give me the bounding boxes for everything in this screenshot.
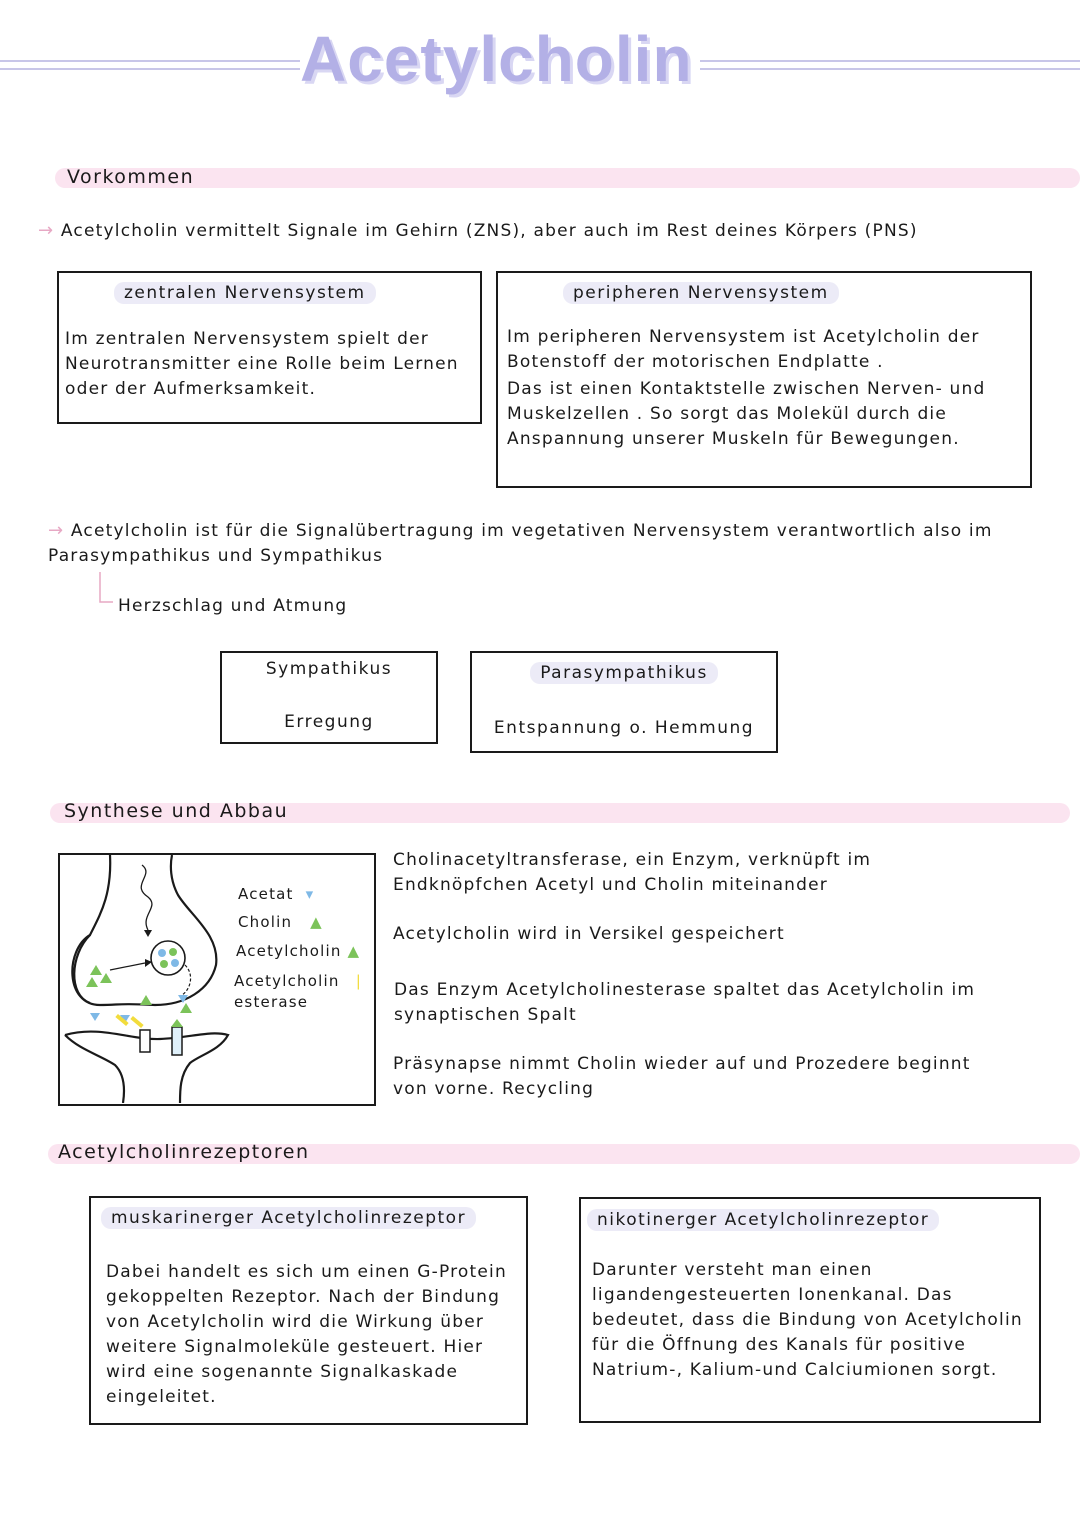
- synapse-diagram: [60, 855, 235, 1103]
- vegetativ-text: → Acetylcholin ist für die Signalübertragung im vegetativen Nervensystem verantwortlich also im Parasympathikus und Sympathikus: [48, 520, 993, 566]
- acetylcholin-marker-icon: ▲: [347, 942, 361, 960]
- receptor-2: [172, 1027, 182, 1055]
- zns-box: [57, 271, 482, 424]
- pns-title: peripheren Nervensystem: [563, 283, 839, 303]
- acetat-marker-icon: ▾: [299, 885, 315, 903]
- sympathikus-title: Sympathikus: [265, 659, 393, 679]
- cholin-marker-icon: ▲: [298, 913, 323, 931]
- branch-arrow-icon: [95, 570, 117, 610]
- muskarinerg-title: muskarinerger Acetylcholinrezeptor: [101, 1208, 476, 1228]
- nikotinerg-box: [579, 1197, 1041, 1423]
- synapse-diagram-box: [58, 853, 376, 1106]
- synthese-p4: Präsynapse nimmt Cholin wieder auf und Prozedere beginnt von vorne. Recycling: [393, 1054, 971, 1099]
- nikotinerg-text: Darunter versteht man einen ligandengesteuerten Ionenkanal. Das bedeutet, dass die Bindung von Acetylcholin für die Öffnung des Kanals für positive Natrium-, Kalium-und Calciumionen sorgt.: [592, 1260, 1023, 1380]
- pns-text-1: Im peripheren Nervensystem ist Acetylcholin der Botenstoff der motorischen Endplatte .: [507, 327, 980, 372]
- title-rule-left: [0, 60, 300, 62]
- receptor-1: [140, 1030, 150, 1052]
- sympathikus-text: Erregung: [284, 712, 374, 732]
- parasympathikus-title: Parasympathikus: [472, 663, 776, 683]
- legend-cholin: Cholin ▲: [238, 913, 323, 931]
- title-rule-left-2: [0, 68, 300, 70]
- legend-esterase: Acetylcholin ❘ esterase: [234, 972, 366, 1011]
- legend-acetat: Acetat ▾: [238, 885, 315, 903]
- title-rule-right-2: [700, 68, 1080, 70]
- vorkommen-intro: → Acetylcholin vermittelt Signale im Gehirn (ZNS), aber auch im Rest deines Körpers (PNS): [38, 220, 918, 241]
- synthese-p3: Das Enzym Acetylcholinesterase spaltet das Acetylcholin im synaptischen Spalt: [394, 980, 976, 1025]
- legend-acetylcholin: Acetylcholin ▲: [236, 942, 361, 960]
- section-heading-synthese: Synthese und Abbau: [64, 800, 289, 822]
- zns-text: Im zentralen Nervensystem spielt der Neurotransmitter eine Rolle beim Lernen oder der Aufmerksamkeit.: [65, 329, 459, 399]
- muskarinerg-box: [89, 1196, 528, 1425]
- synthese-p2: Acetylcholin wird in Versikel gespeichert: [393, 924, 785, 944]
- synthese-p1: Cholinacetyltransferase, ein Enzym, verknüpft im Endknöpfchen Acetyl und Cholin miteinander: [393, 850, 872, 895]
- sympathikus-box: [220, 651, 438, 744]
- esterase-marker-icon: ❘: [345, 972, 366, 990]
- section-bar-vorkommen: [55, 168, 1080, 188]
- page-title: Acetylcholin: [300, 23, 693, 95]
- section-heading-vorkommen: Vorkommen: [67, 166, 195, 188]
- nikotinerg-title: nikotinerger Acetylcholinrezeptor: [587, 1210, 939, 1230]
- arrow-icon: →: [48, 520, 65, 541]
- arrow-icon: →: [38, 220, 55, 241]
- herz-text: Herzschlag und Atmung: [118, 596, 348, 616]
- vesicle: [151, 941, 185, 975]
- parasympathikus-box: [470, 651, 778, 753]
- section-heading-rezeptoren: Acetylcholinrezeptoren: [58, 1141, 310, 1163]
- postsynapse-outline-left: [65, 1035, 124, 1103]
- pns-text-2: Das ist einen Kontaktstelle zwischen Nerven- und Muskelzellen . So sorgt das Molekül durch die Anspannung unserer Muskeln für Bewegungen.: [507, 379, 986, 449]
- parasympathikus-text: Entspannung o. Hemmung: [493, 718, 755, 738]
- title-rule-right: [700, 60, 1080, 62]
- muskarinerg-text: Dabei handelt es sich um einen G-Protein gekoppelten Rezeptor. Nach der Bindung von Acetylcholin wird die Wirkung über weitere Signalmoleküle gesteuert. Hier wird eine sogenannte Signalkaskade eingeleitet.: [106, 1262, 507, 1407]
- pns-box: [496, 271, 1032, 488]
- zns-title: zentralen Nervensystem: [114, 283, 376, 303]
